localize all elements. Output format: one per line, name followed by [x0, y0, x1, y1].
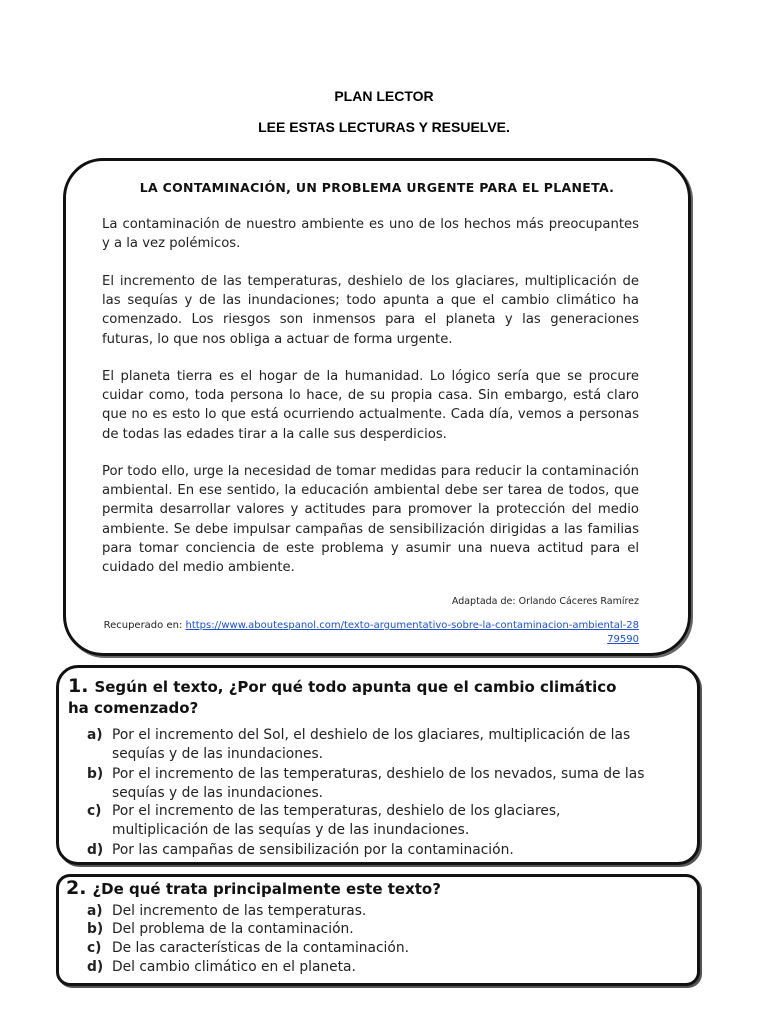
reading-paragraph: La contaminación de nuestro ambiente es uno de los hechos más preocupantes y a la vez polémicos. [102, 217, 639, 252]
option-text: Del incremento de las temperaturas. [112, 903, 367, 919]
question-2-title [66, 878, 666, 900]
option-c[interactable] [87, 939, 647, 958]
reading-paragraph: Por todo ello, urge la necesidad de tomar medidas para reducir la contaminación ambiental. En ese sentido, la educación ambiental debe ser tarea de todos, que permita desarrollar valores y actitudes para promover la protección del medio ambiente. Se debe impulsar campañas de sensibilización dirigidas a las familias para tomar conciencia de este problema y asumir una nueva actitud para el cuidado del medio ambiente. [102, 464, 639, 576]
page-title: PLAN LECTOR [334, 88, 434, 104]
source-label: Recuperado en: [103, 620, 183, 631]
option-text: Por el incremento de las temperaturas, deshielo de los nevados, suma de las sequías y de las inundaciones. [112, 766, 645, 801]
option-letter: b) [87, 921, 104, 937]
option-text: Por el incremento del Sol, el deshielo de los glaciares, multiplicación de las sequías y de las inundaciones. [112, 727, 631, 762]
option-letter: c) [87, 803, 102, 819]
option-a[interactable] [87, 902, 647, 921]
question-text: Según el texto, ¿Por qué todo apunta que el cambio climático ha comenzado? [68, 678, 617, 717]
option-letter: a) [87, 727, 103, 743]
option-letter: d) [87, 959, 104, 975]
reading-paragraph: El planeta tierra es el hogar de la humanidad. Lo lógico sería que se procure cuidar como, toda persona lo hace, de su propia casa. Sin embargo, está claro que no es esto lo que está ocurriendo actualmente. Cada día, vemos a personas de todas las edades tirar a la calle sus desperdicios. [102, 369, 639, 442]
option-text: Por las campañas de sensibilización por la contaminación. [112, 842, 514, 858]
option-a[interactable] [87, 726, 647, 764]
question-text: ¿De qué trata principalmente este texto? [92, 880, 441, 898]
question-number: 1. [68, 675, 89, 697]
reading-source [102, 619, 639, 647]
option-letter: d) [87, 842, 104, 858]
reading-title: LA CONTAMINACIÓN, UN PROBLEMA URGENTE PARA EL PLANETA. [139, 180, 615, 195]
option-c[interactable] [87, 802, 647, 840]
source-link[interactable]: https://www.aboutespanol.com/texto-argumentativo-sobre-la-contaminacion-ambiental-2879590 [185, 620, 639, 645]
option-text: Del problema de la contaminación. [112, 921, 354, 937]
option-letter: a) [87, 903, 103, 919]
option-text: Del cambio climático en el planeta. [112, 959, 356, 975]
option-b[interactable] [87, 920, 647, 939]
page-instruction: LEE ESTAS LECTURAS Y RESUELVE. [258, 119, 510, 135]
option-letter: c) [87, 940, 102, 956]
reading-credit: Adaptada de: Orlando Cáceres Ramírez [451, 596, 639, 607]
option-text: De las características de la contaminación. [112, 940, 409, 956]
option-letter: b) [87, 766, 104, 782]
question-number: 2. [66, 877, 87, 899]
option-d[interactable] [87, 841, 647, 860]
reading-paragraph: El incremento de las temperaturas, deshielo de los glaciares, multiplicación de las sequías y de las inundaciones; todo apunta a que el cambio climático ha comenzado. Los riesgos son inmensos para el planeta y las generaciones futuras, lo que nos obliga a actuar de forma urgente. [102, 274, 639, 347]
question-1-title [68, 676, 628, 719]
option-text: Por el incremento de las temperaturas, deshielo de los glaciares, multiplicación de las sequías y de las inundaciones. [112, 803, 561, 838]
option-d[interactable] [87, 958, 647, 977]
option-b[interactable] [87, 765, 647, 803]
